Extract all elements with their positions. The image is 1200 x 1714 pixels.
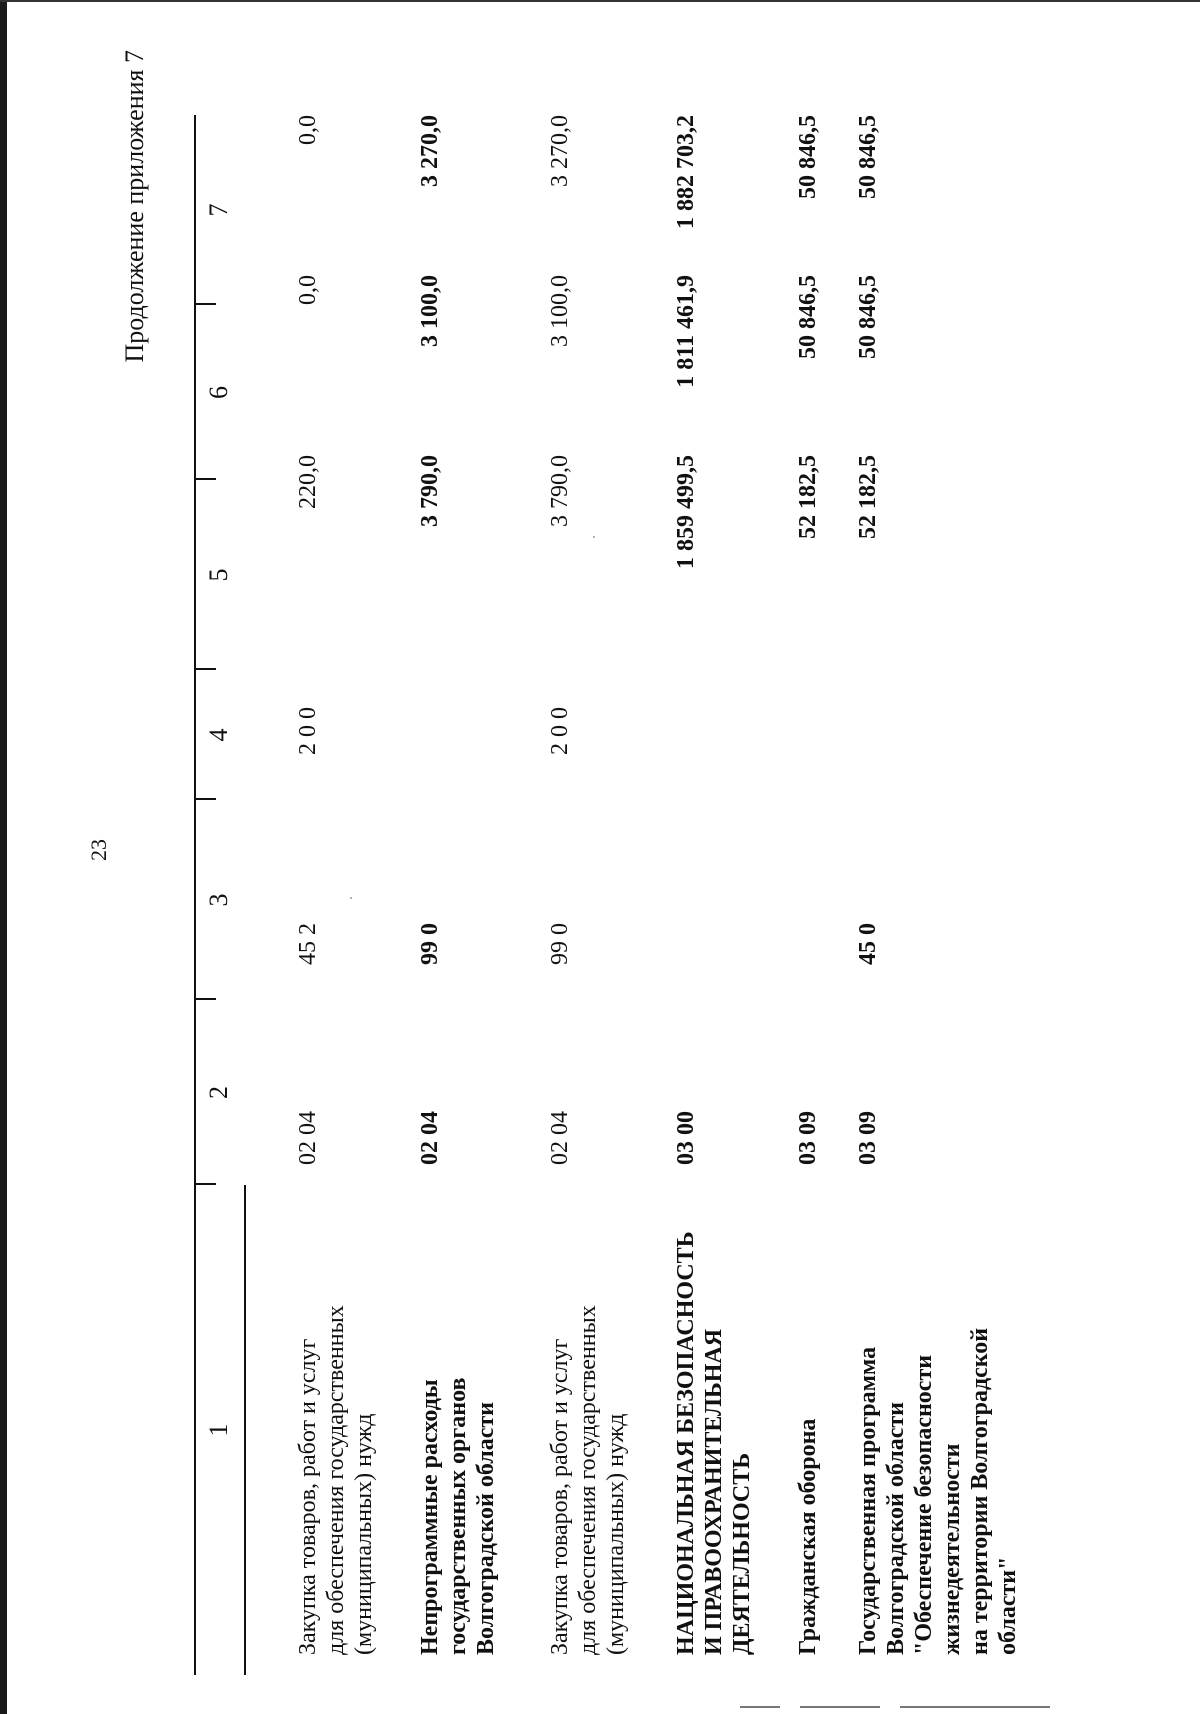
column-header-2: 2 — [204, 1086, 233, 1099]
row-col7: 1 882 703,2 — [673, 115, 699, 229]
row-col7: 50 846,5 — [795, 115, 821, 199]
row-col5: 52 182,5 — [855, 455, 881, 539]
row-col6: 1 811 461,9 — [673, 275, 699, 388]
column-header-3: 3 — [204, 893, 233, 907]
row-col7: 3 270,0 — [547, 115, 573, 187]
row-section: 03 09 — [795, 1111, 821, 1165]
column-header-4: 4 — [204, 728, 233, 742]
row-col7: 3 270,0 — [417, 115, 443, 187]
scan-mark — [900, 1706, 1050, 1708]
row-name: Непрограммные расходы государственных органов Волгоградской области — [417, 1377, 499, 1655]
rotated-page — [120, 50, 1180, 1700]
row-target: 99 0 — [417, 923, 443, 965]
column-header-7: 7 — [204, 203, 233, 217]
scan-mark — [800, 1706, 880, 1708]
row-name: Гражданская оборона — [795, 1418, 821, 1655]
row-col6: 50 846,5 — [795, 275, 821, 359]
row-col5: 52 182,5 — [795, 455, 821, 539]
row-section: 02 04 — [295, 1111, 321, 1165]
continuation-label: Продолжение приложения 7 — [120, 50, 149, 363]
row-name: Закупка товаров, работ и услуг для обеспечения государственных (муниципальных) нужд — [295, 1305, 377, 1655]
row-target: 99 0 — [547, 923, 573, 965]
row-col6: 3 100,0 — [417, 275, 443, 347]
row-col5: 3 790,0 — [417, 455, 443, 527]
scan-left-edge — [0, 0, 7, 1714]
row-col6: 50 846,5 — [855, 275, 881, 359]
row-col6: 3 100,0 — [547, 275, 573, 347]
column-header-6: 6 — [204, 386, 233, 399]
table-header-rule — [244, 1185, 246, 1675]
row-section: 02 04 — [547, 1111, 573, 1165]
column-header-5: 5 — [204, 568, 233, 582]
row-name: НАЦИОНАЛЬНАЯ БЕЗОПАСНОСТЬ И ПРАВООХРАНИТЕЛЬНАЯ ДЕЯТЕЛЬНОСТЬ — [673, 1231, 755, 1655]
row-expense-type: 2 0 0 — [547, 707, 573, 755]
row-col7: 50 846,5 — [855, 115, 881, 199]
row-col5: 3 790,0 — [547, 455, 573, 527]
row-col6: 0,0 — [295, 275, 321, 305]
row-name: Закупка товаров, работ и услуг для обеспечения государственных (муниципальных) нужд — [547, 1305, 629, 1655]
scan-mark — [740, 1706, 780, 1708]
row-section: 02 04 — [417, 1111, 443, 1165]
scan-top-edge — [0, 0, 1200, 2]
row-name: Государственная программа Волгоградской области "Обеспечение безопасности жизнедеятельности на территории Волгоградской области" — [855, 1327, 1021, 1655]
row-col7: 0,0 — [295, 115, 321, 145]
page-number: 23 — [86, 839, 111, 861]
row-col5: 1 859 499,5 — [673, 455, 699, 569]
row-target: 45 2 — [295, 923, 321, 965]
row-col5: 220,0 — [295, 455, 321, 509]
row-section: 03 09 — [855, 1111, 881, 1165]
row-expense-type: 2 0 0 — [295, 707, 321, 755]
column-header-1: 1 — [204, 1423, 233, 1437]
row-section: 03 00 — [673, 1111, 699, 1165]
row-target: 45 0 — [855, 923, 881, 965]
